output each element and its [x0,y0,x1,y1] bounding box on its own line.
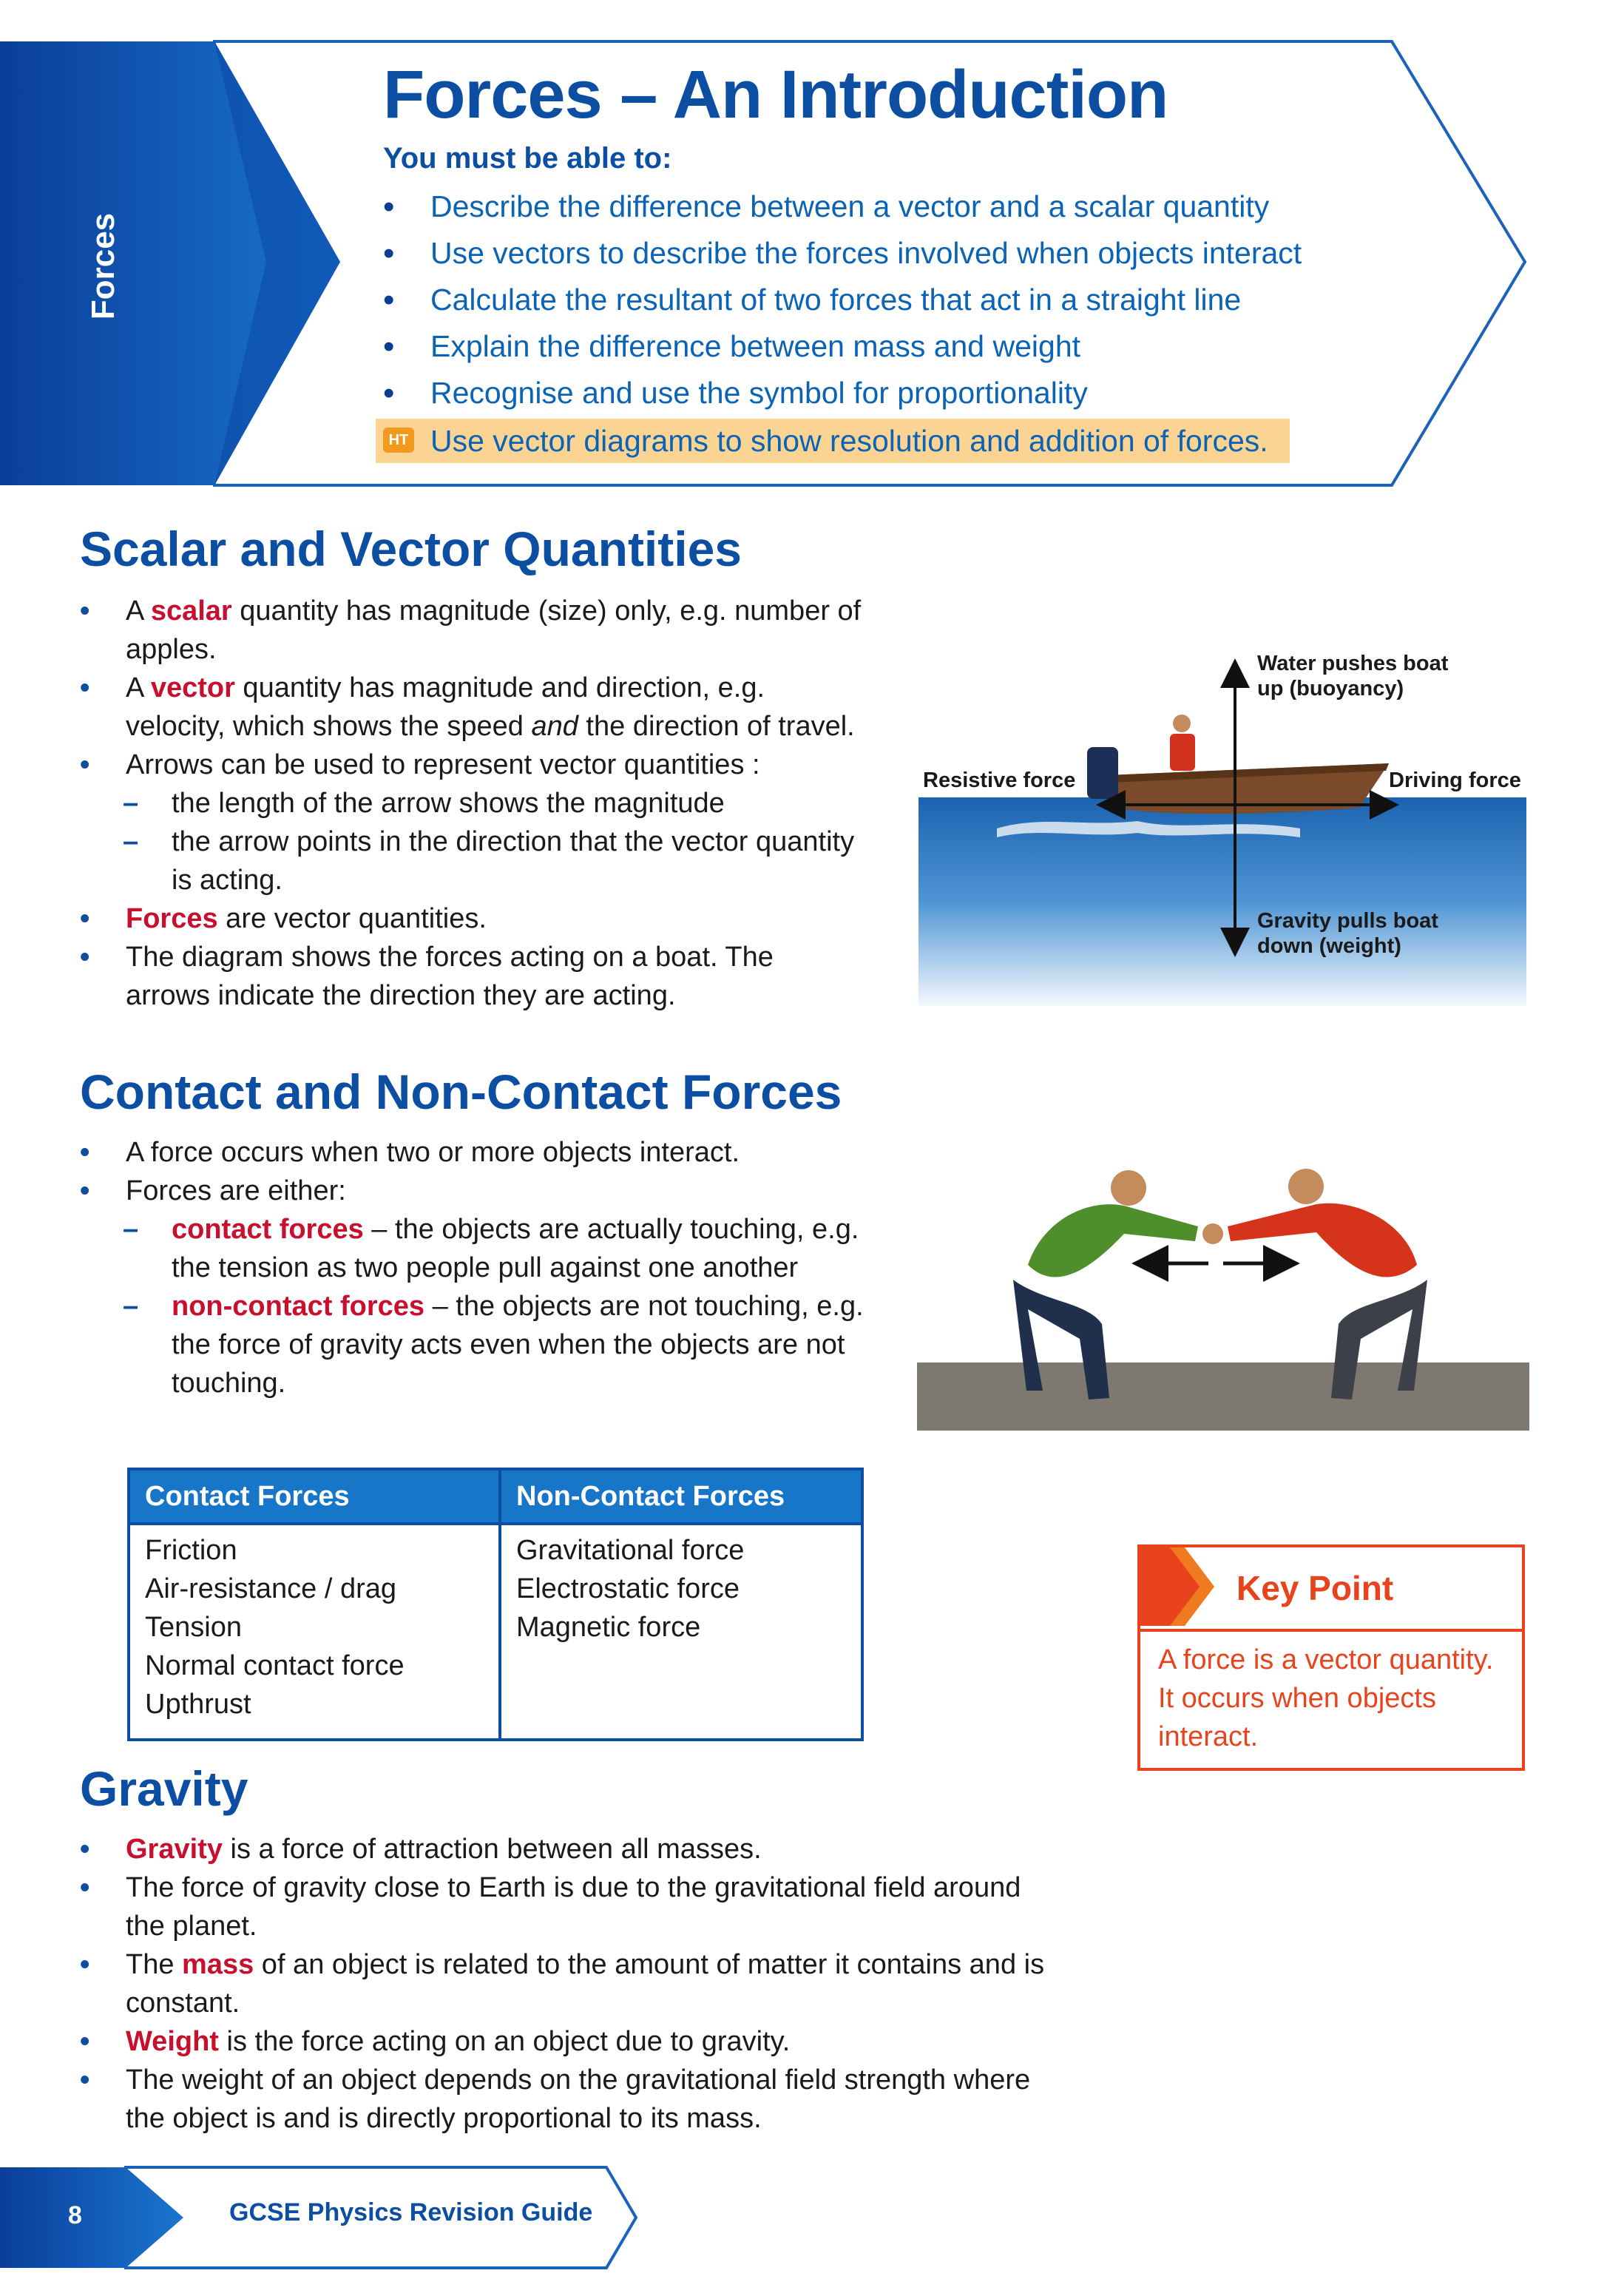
list-item: • Forces are either: [80,1175,346,1206]
outboard-motor [1087,747,1118,799]
higher-tier-badge: HT [383,428,414,453]
list-item: • A vector quantity has magnitude and direction, e.g. velocity, which shows the speed and the direction of travel. [80,672,855,742]
buoyancy-label-line-1: Water pushes boat [1257,652,1449,675]
scalar-vector-heading: Scalar and Vector Quantities [80,521,742,576]
page-number: 8 [68,2201,82,2229]
table-cell-item: Normal contact force [145,1650,405,1681]
list-item: • The force of gravity close to Earth is due to the gravitational field around the planet. [80,1872,1021,1942]
objective-item: • Explain the difference between mass and weight [383,328,1081,365]
key-point-chevron-icon [1140,1547,1222,1626]
person-left-head [1111,1170,1146,1206]
boat-illustration [1087,715,1389,814]
key-point-header [1140,1547,1522,1632]
clasped-hands [1202,1223,1223,1244]
contact-forces-header: Contact Forces [129,1469,500,1524]
list-subitem: – the arrow points in the direction that the vector quantity is acting. [123,826,855,896]
list-item: • Forces are vector quantities. [80,903,487,934]
list-item: • The mass of an object is related to the amount of matter it contains and is constant. [80,1949,1045,2019]
list-subitem: – contact forces – the objects are actually touching, e.g. the tension as two people pull against one another [123,1214,859,1283]
pulling-people-illustration [917,1154,1529,1435]
weight-label-line-2: down (weight) [1257,934,1401,958]
boater-body [1170,734,1195,771]
table-cell-item: Magnetic force [516,1612,701,1643]
boat-forces-diagram [916,644,1529,1006]
objectives-heading: You must be able to: [383,142,672,175]
list-item: • A force occurs when two or more objects interact. [80,1137,740,1168]
list-item: • A scalar quantity has magnitude (size) only, e.g. number of apples. [80,595,862,665]
list-item: • The diagram shows the forces acting on a boat. The arrows indicate the direction they are acting. [80,942,774,1011]
key-point-text: A force is a vector quantity. It occurs when objects interact. [1158,1644,1494,1752]
person-right-torso [1228,1203,1417,1277]
key-point-title: Key Point [1236,1569,1394,1607]
gravity-heading: Gravity [80,1761,248,1816]
page-title: Forces – An Introduction [383,57,1168,132]
key-point-box [1137,1544,1525,1771]
objective-item: • Describe the difference between a vector and a scalar quantity [383,189,1270,225]
higher-tier-text: Use vector diagrams to show resolution and addition of forces. [430,424,1268,458]
table-cell-item: Air-resistance / drag [145,1573,397,1604]
boater-head [1173,715,1191,732]
contact-forces-list [80,1133,879,1402]
gravity-list [80,1830,1063,2138]
person-right-head [1288,1169,1324,1204]
table-cell-item: Friction [145,1535,237,1566]
ground [917,1363,1529,1431]
table-header-row [129,1469,862,1524]
objective-item: • Use vectors to describe the forces involved when objects interact [383,235,1302,271]
buoyancy-label-line-2: up (buoyancy) [1257,677,1404,700]
non-contact-forces-header: Non-Contact Forces [500,1469,862,1524]
scalar-vector-list [80,592,864,1015]
contact-forces-cell [129,1524,500,1740]
side-tab-label: Forces [85,212,122,320]
list-item: • Gravity is a force of attraction between all masses. [80,1834,762,1865]
table-cell-item: Upthrust [145,1689,251,1720]
higher-tier-objective [376,419,1290,463]
book-title: GCSE Physics Revision Guide [229,2198,593,2226]
contact-forces-heading: Contact and Non-Contact Forces [80,1064,842,1119]
forces-table [127,1468,864,1741]
list-item: • Weight is the force acting on an object due to gravity. [80,2026,791,2057]
table-cell-item: Tension [145,1612,242,1643]
list-item: • The weight of an object depends on the gravitational field strength where the object is and is directly proportional to its mass. [80,2064,1031,2134]
list-subitem: – non-contact forces – the objects are not touching, e.g. the force of gravity acts even when the objects are not touching. [123,1291,864,1399]
list-item: • Arrows can be used to represent vector quantities : [80,749,760,780]
objectives-list [383,183,1302,416]
table-cell-item: Electrostatic force [516,1573,740,1604]
objective-item: • Recognise and use the symbol for proportionality [383,375,1088,411]
table-cell-item: Gravitational force [516,1535,745,1566]
weight-label-line-1: Gravity pulls boat [1257,909,1438,933]
person-left-torso [1028,1204,1198,1277]
list-subitem: – the length of the arrow shows the magnitude [123,788,725,819]
resistive-force-label: Resistive force [923,769,1076,792]
table-row [129,1524,862,1740]
objective-item: • Calculate the resultant of two forces that act in a straight line [383,282,1242,318]
non-contact-forces-cell [500,1524,862,1740]
driving-force-label: Driving force [1389,769,1521,792]
